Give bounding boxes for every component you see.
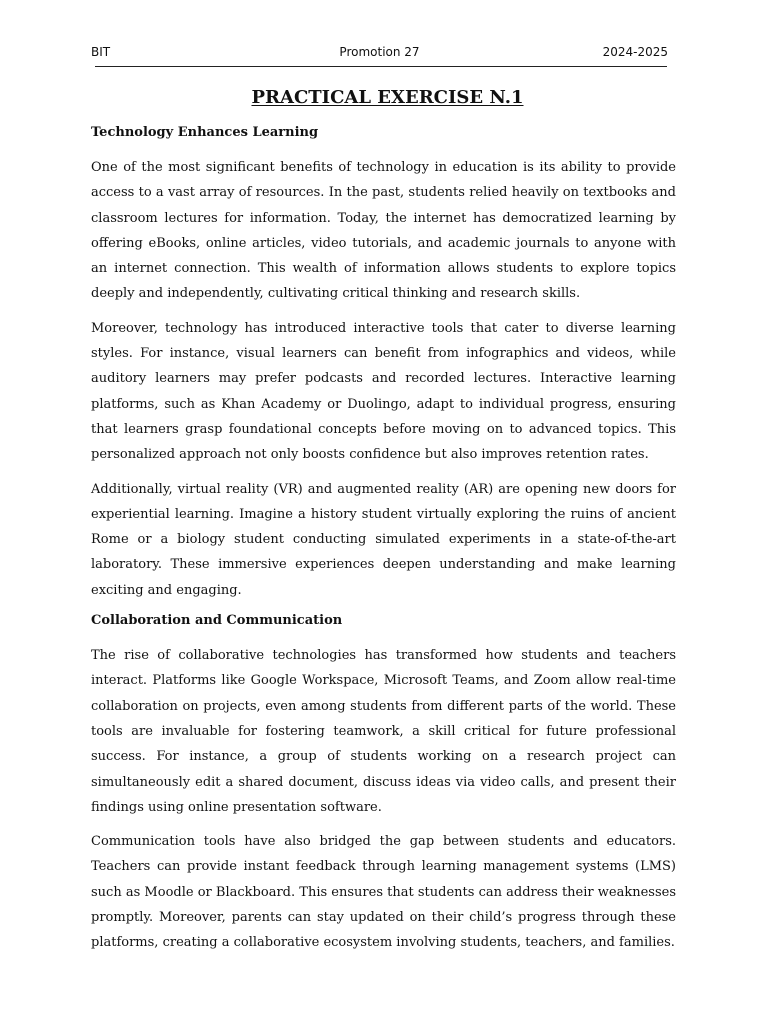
section-heading-technology: Technology Enhances Learning <box>91 125 319 140</box>
header-promotion: Promotion 27 <box>339 45 420 59</box>
section-heading-collaboration: Collaboration and Communication <box>91 613 343 629</box>
paragraph: The rise of collaborative technologies has transformed how students and teachers interact. Platforms like Google Workspace, Microsoft Teams, and Zoom allow real-time collaboration on projects, even among students from different parts of the world. These tools are invaluable for fostering teamwork, a skill critical for future professional success. For instance, a group of students working on a research project can simultaneously edit a shared document, discuss ideas via video calls, and present their findings using online presentation software. <box>91 648 676 815</box>
page-header <box>91 43 668 61</box>
document-body <box>91 86 676 965</box>
header-divider <box>95 66 667 67</box>
header-year: 2024-2025 <box>602 45 668 59</box>
header-org: BIT <box>91 45 111 59</box>
paragraph: Additionally, virtual reality (VR) and augmented reality (AR) are opening new doors for experiential learning. Imagine a history student virtually exploring the ruins of ancient Rome or a biology student conducting simulated experiments in a state-of-the-art laboratory. These immersive experiences deepen understanding and make learning exciting and engaging. <box>91 481 676 598</box>
paragraph: Moreover, technology has introduced interactive tools that cater to diverse learning styles. For instance, visual learners can benefit from infographics and videos, while auditory learners may prefer podcasts and recorded lectures. Interactive learning platforms, such as Khan Academy or Duolingo, adapt to individual progress, ensuring that learners grasp foundational concepts before moving on to advanced topics. This personalized approach not only boosts confidence but also improves retention rates. <box>91 320 676 463</box>
paragraph: Communication tools have also bridged the gap between students and educators. Teachers can provide instant feedback through learning management systems (LMS) such as Moodle or Blackboard. This ensures that students can address their weaknesses promptly. Moreover, parents can stay updated on their child’s progress through these platforms, creating a collaborative ecosystem involving students, teachers, and families. <box>91 834 676 951</box>
paragraph: One of the most significant benefits of technology in education is its ability to provide access to a vast array of resources. In the past, students relied heavily on textbooks and classroom lectures for information. Today, the internet has democratized learning by offering eBooks, online articles, video tutorials, and academic journals to anyone with an internet connection. This wealth of information allows students to explore topics deeply and independently, cultivating critical thinking and research skills. <box>91 160 676 302</box>
document-title: PRACTICAL EXERCISE N.1 <box>251 87 524 108</box>
